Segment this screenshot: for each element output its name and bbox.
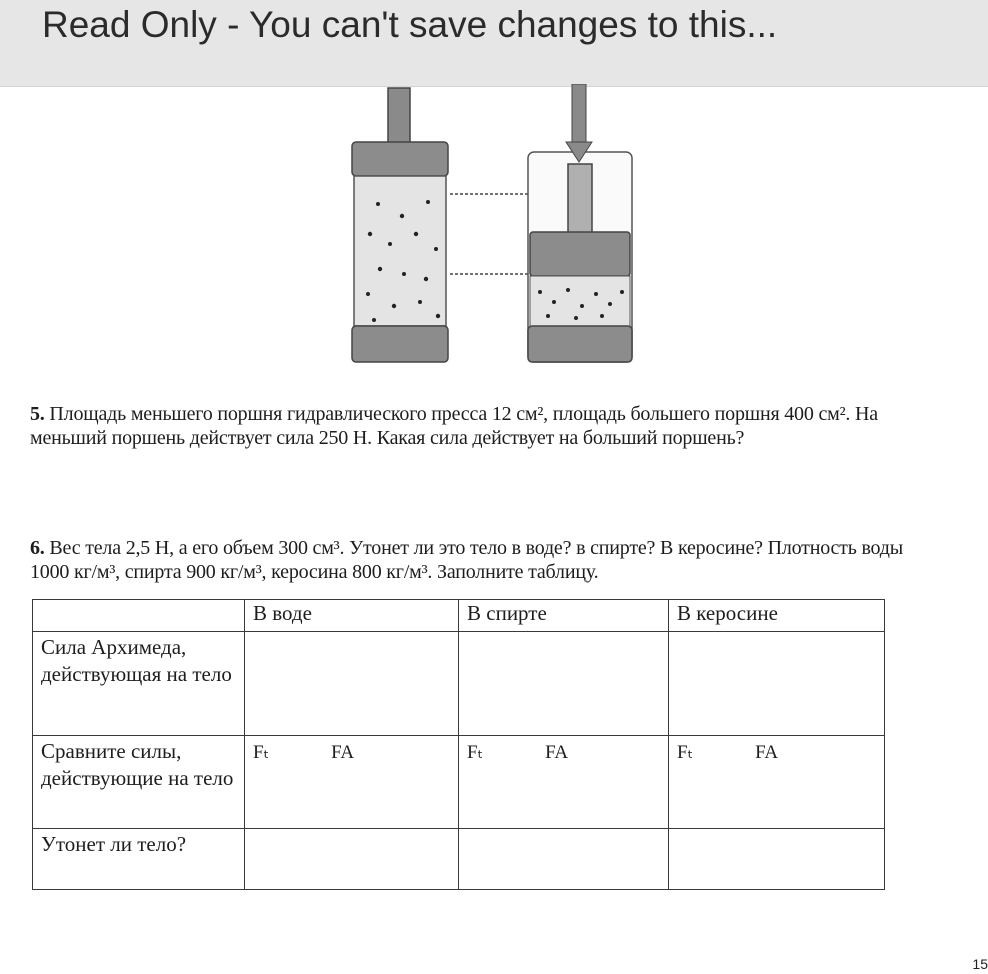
force-label: Fₜ xyxy=(467,742,484,763)
table-cell[interactable] xyxy=(459,632,669,736)
task-6-text: Вес тела 2,5 Н, а его объем 300 см³. Утонет ли это тело в воде? в спирте? В керосине? Плотность воды 1000 кг/м³, спирта 900 кг/м³, керосина 800 кг/м³. Заполните таблицу. xyxy=(30,537,903,583)
table-header-cell: В керосине xyxy=(669,600,885,632)
table-cell[interactable] xyxy=(245,632,459,736)
table-cell[interactable] xyxy=(245,829,459,890)
row-label: Утонет ли тело? xyxy=(33,829,245,890)
page-number: 15 xyxy=(972,956,988,972)
task-5 xyxy=(30,402,940,450)
task-5-number: 5. xyxy=(30,403,45,425)
task-6-number: 6. xyxy=(30,537,45,559)
table-header-cell: В спирте xyxy=(459,600,669,632)
force-label: FA xyxy=(545,742,569,763)
force-label: Fₜ xyxy=(253,742,270,763)
read-only-banner xyxy=(0,0,988,87)
row-label: Сравните силы, действующие на тело xyxy=(33,736,245,829)
row-label: Сила Архимеда, действующая на тело xyxy=(33,632,245,736)
table-row xyxy=(33,632,885,736)
answer-table xyxy=(32,599,885,890)
table-row xyxy=(33,736,885,829)
table-cell[interactable] xyxy=(669,736,885,829)
table-header-row xyxy=(33,600,885,632)
table-cell[interactable] xyxy=(245,736,459,829)
table-cell[interactable] xyxy=(459,736,669,829)
table-row xyxy=(33,829,885,890)
task-5-text: Площадь меньшего поршня гидравлического пресса 12 см², площадь большего поршня 400 см². На меньший поршень действует сила 250 Н. Какая сила действует на больший поршень? xyxy=(30,403,878,449)
table-header-cell: В воде xyxy=(245,600,459,632)
force-label: Fₜ xyxy=(677,742,694,763)
hydraulic-press-illustration xyxy=(340,84,660,386)
table-header-cell xyxy=(33,600,245,632)
force-label: FA xyxy=(755,742,779,763)
table-cell[interactable] xyxy=(669,632,885,736)
read-only-message: Read Only - You can't save changes to this... xyxy=(42,4,778,45)
force-label: FA xyxy=(331,742,355,763)
table-cell[interactable] xyxy=(669,829,885,890)
table-cell[interactable] xyxy=(459,829,669,890)
task-6 xyxy=(30,536,940,584)
